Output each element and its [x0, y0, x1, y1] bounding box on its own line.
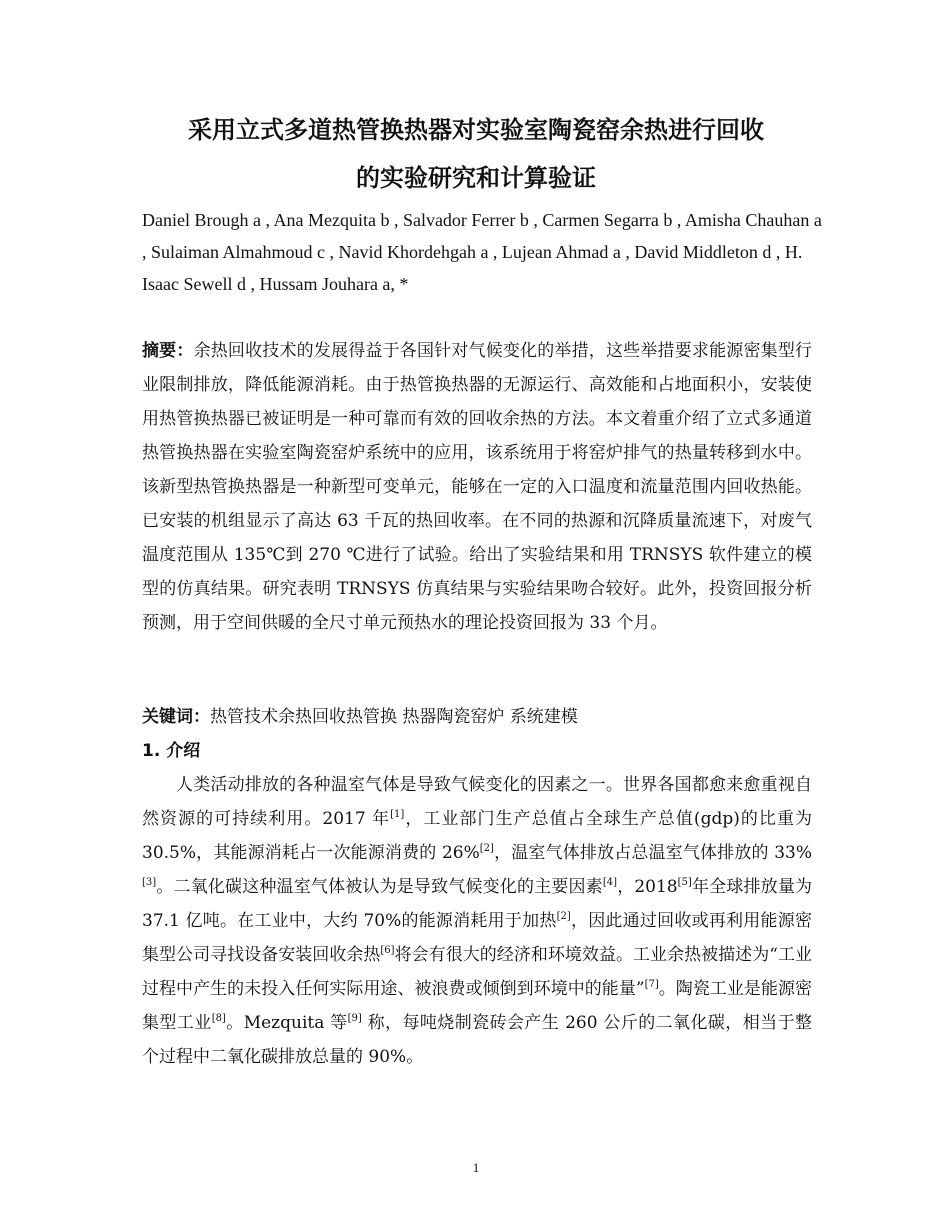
keywords-label: 关键词：: [142, 707, 210, 727]
citation-ref: [2]: [556, 911, 571, 922]
intro-text: 。Mezquita 等: [225, 1013, 348, 1033]
author-list: Daniel Brough a , Ana Mezquita b , Salvador Ferrer b , Carmen Segarra b , Amisha Chauhan a , Sulaiman Almahmoud c , Navid Khordehgah a , Lujean Ahmad a , David Middleton d , H. Isaac Sewell d , Hussam Jouhara a, *: [142, 210, 822, 294]
title-line-1: 采用立式多道热管换热器对实验室陶瓷窑余热进行回收: [188, 116, 764, 144]
citation-ref: [2]: [479, 843, 494, 854]
intro-text: ，2018: [617, 877, 678, 897]
citation-ref: [6]: [380, 945, 395, 956]
paper-title: [90, 106, 862, 202]
intro-text: 。陶瓷工业是能源密集型工业: [142, 979, 813, 1033]
section-heading: 1. 介绍: [142, 741, 201, 761]
citation-ref: [9]: [347, 1013, 362, 1024]
citation-ref: [7]: [644, 979, 659, 990]
intro-text: 年全球排放量为 37.1 亿吨。在工业中，大约 70%的能源消耗用于加热: [142, 877, 813, 931]
keywords-text: 热管技术余热回收热管换 热器陶瓷窑炉 系统建模: [210, 707, 578, 727]
citation-ref: [1]: [390, 809, 405, 820]
keywords: [142, 700, 812, 734]
intro-text: 。二氧化碳这种温室气体被认为是导致气候变化的主要因素: [156, 877, 603, 897]
abstract: [142, 334, 812, 640]
intro-text: 称，每吨烧制瓷砖会产生 260 公斤的二氧化碳，相当于整个过程中二氧化碳排放总量的 90%。: [142, 1013, 812, 1067]
citation-ref: [4]: [602, 877, 618, 888]
title-line-2: 的实验研究和计算验证: [356, 164, 596, 192]
intro-paragraph: [142, 768, 812, 1074]
intro-text: ，因此通过回收或再利用能源密集型公司寻找设备安装回收余热: [142, 911, 812, 965]
page-number: 1: [472, 1160, 480, 1175]
abstract-label: 摘要：: [142, 341, 194, 361]
intro-text: ，温室气体排放占总温室气体排放的 33%: [493, 843, 812, 863]
citation-ref: [5]: [677, 877, 692, 888]
abstract-text: 余热回收技术的发展得益于各国针对气候变化的举措，这些举措要求能源密集型行业限制排放，降低能源消耗。由于热管换热器的无源运行、高效能和占地面积小，安装使用热管换热器已被证明是一种可靠而有效的回收余热的方法。本文着重介绍了立式多通道热管换热器在实验室陶瓷窑炉系统中的应用，该系统用于将窑炉排气的热量转移到水中。该新型热管换热器是一种新型可变单元，能够在一定的入口温度和流量范围内回收热能。已安装的机组显示了高达 63 千瓦的热回收率。在不同的热源和沉降质量流速下，对废气温度范围从 135℃到 270 ℃进行了试验。给出了实验结果和用 TRNSYS 软件建立的模型的仿真结果。研究表明 TRNSYS 仿真结果与实验结果吻合较好。此外，投资回报分析预测，用于空间供暖的全尺寸单元预热水的理论投资回报为 33 个月。: [142, 341, 813, 633]
intro-text: 人类活动排放的各种温室气体是导致气候变化的因素之一。世界各国都愈来愈重视自然资源的可持续利用。2017 年: [142, 775, 812, 829]
intro-text: ，工业部门生产总值占全球生产总值(gdp)的比重为 30.5%，其能源消耗占一次能源消费的 26%: [142, 809, 812, 863]
citation-ref: [3]: [142, 877, 157, 888]
citation-ref: [8]: [211, 1013, 226, 1024]
intro-text: 将会有很大的经济和环境效益。工业余热被描述为“工业过程中产生的未投入任何实际用途、被浪费或倾倒到环境中的能量”: [142, 945, 812, 999]
